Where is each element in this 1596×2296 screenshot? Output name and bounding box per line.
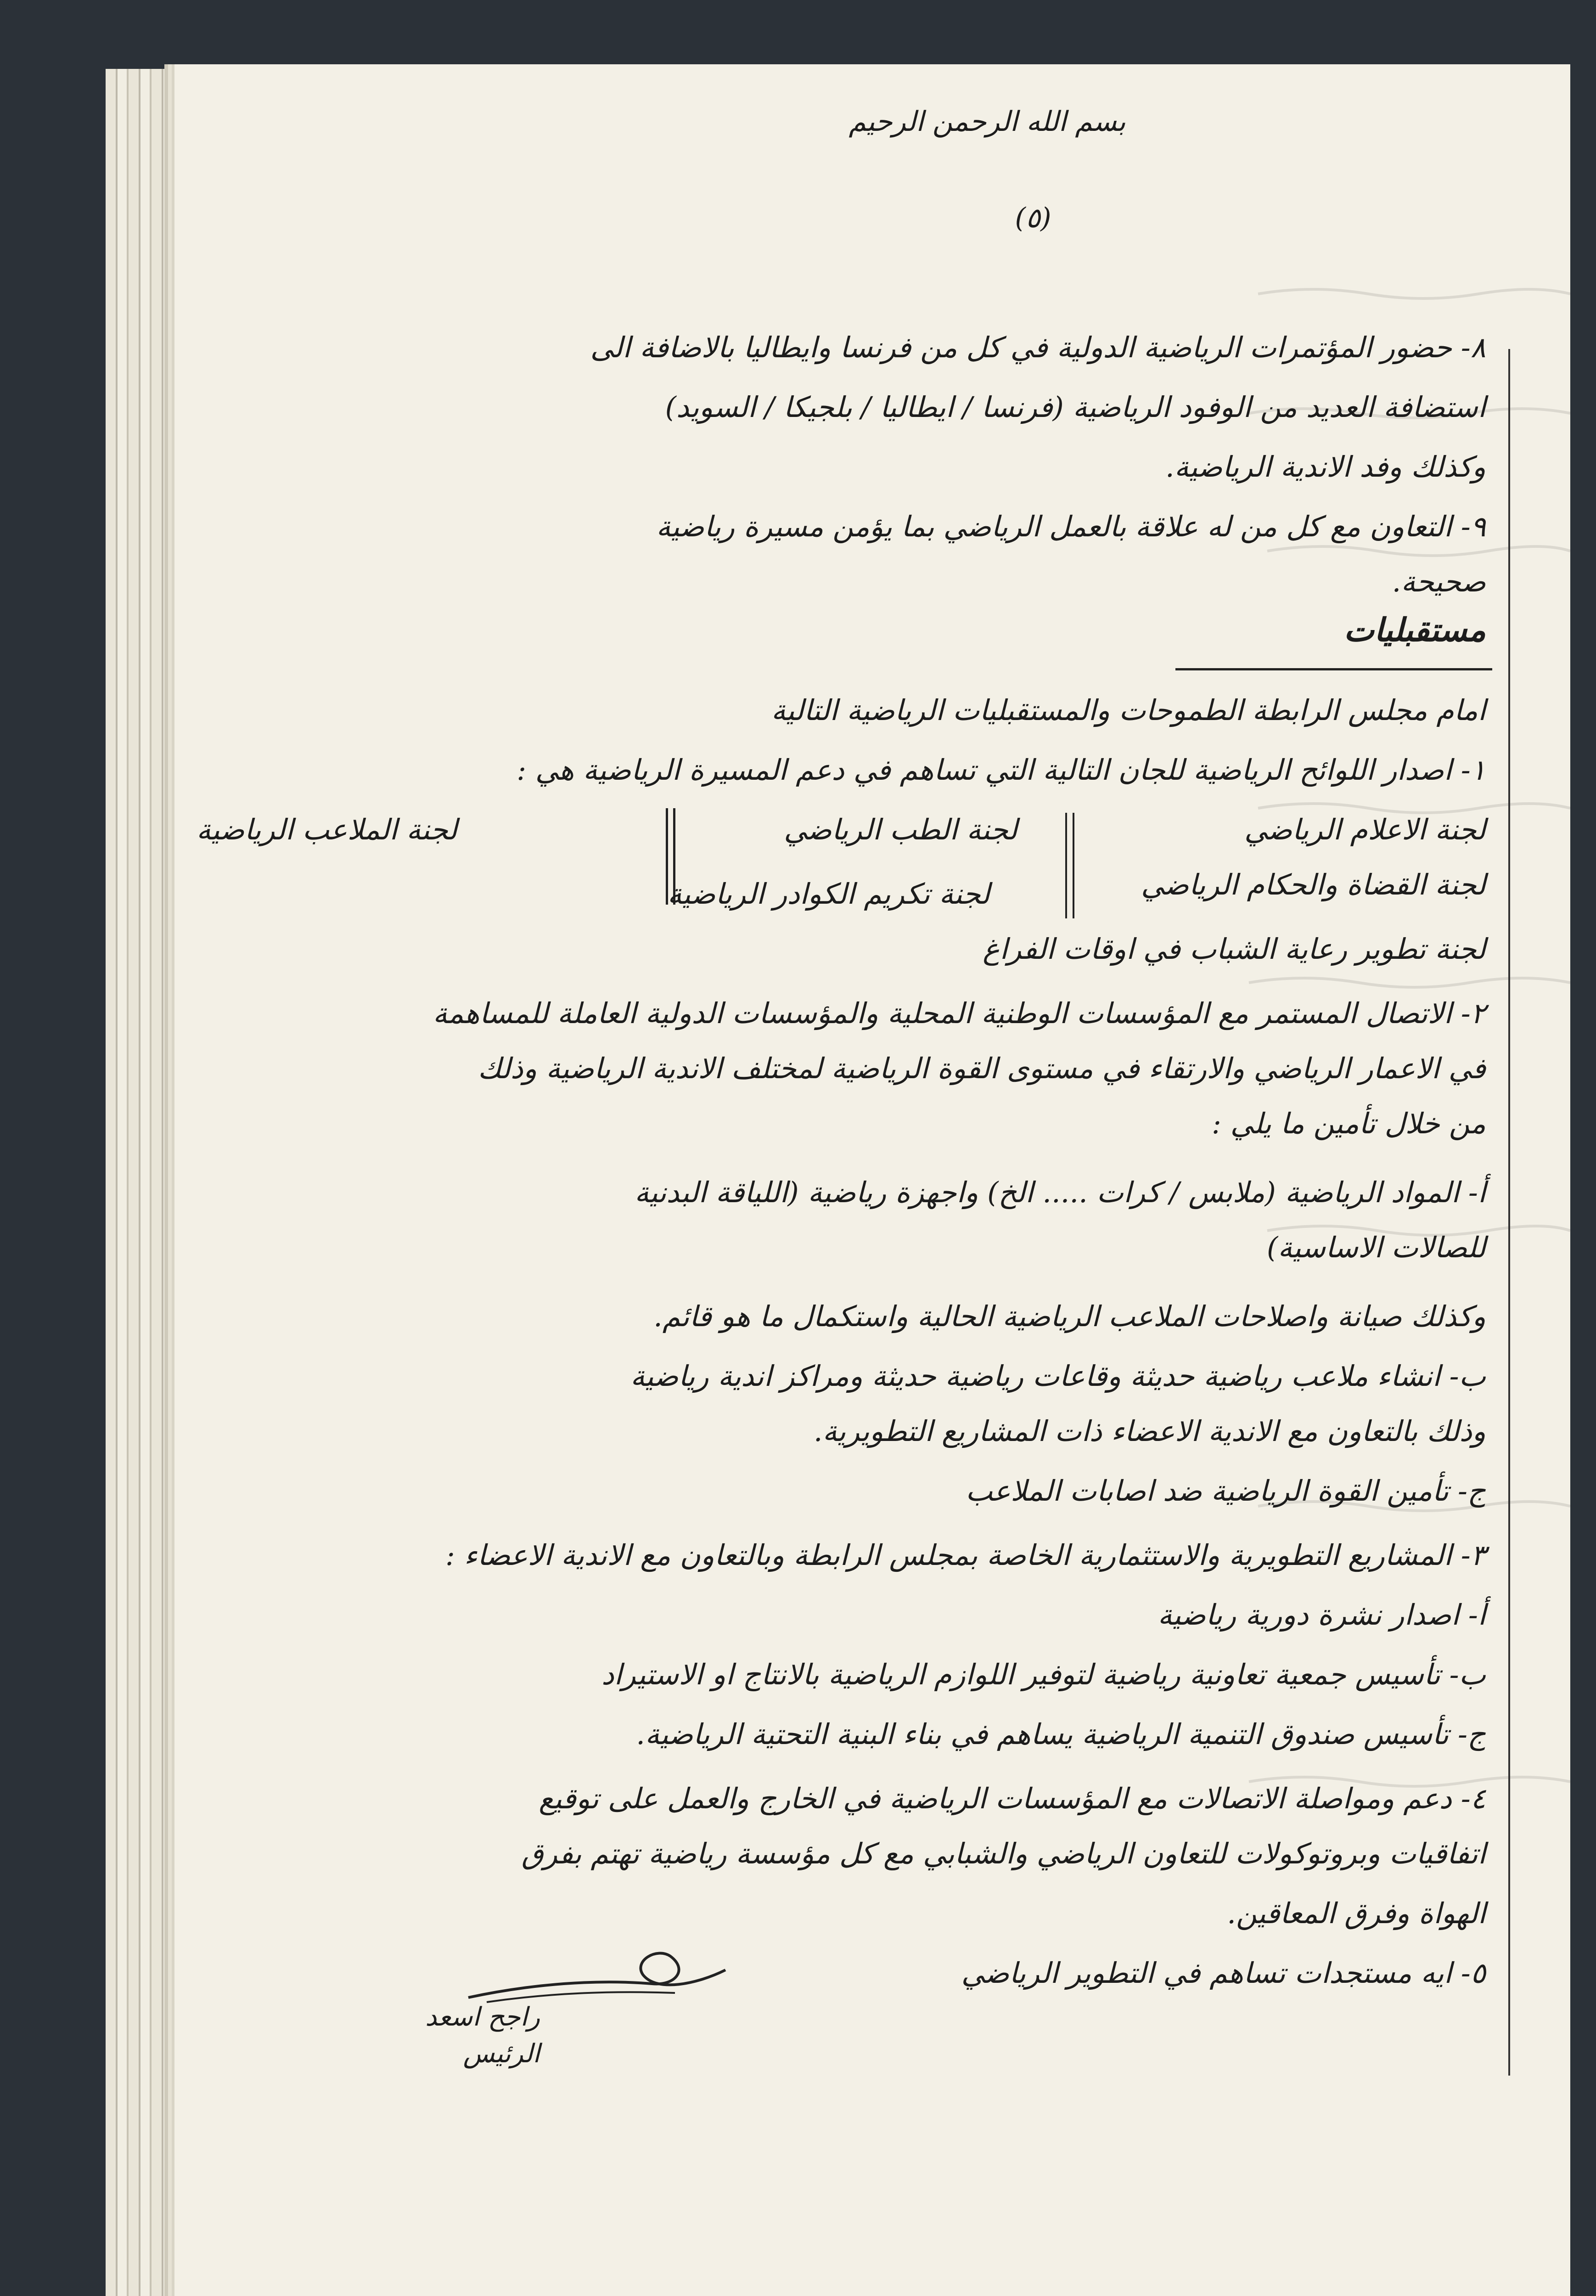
point4-line3: الهواة وفرق المعاقين. [1227, 1896, 1486, 1930]
point2-maintenance: وكذلك صيانة واصلاحات الملاعب الرياضية الحالية واستكمال ما هو قائم. [653, 1300, 1486, 1333]
item8-line3: وكذلك وفد الاندية الرياضية. [1165, 450, 1486, 484]
signature-name: راجح اسعد [425, 2002, 540, 2032]
stacked-page-edges [106, 69, 179, 2296]
point3-a: أ- اصدار نشرة دورية رياضية [1158, 1598, 1486, 1632]
basmala: بسم الله الرحمن الرحيم [849, 106, 1126, 138]
committee-youth: لجنة تطوير رعاية الشباب في اوقات الفراغ [983, 932, 1486, 966]
point2-a-line2: للصالات الاساسية) [1266, 1231, 1486, 1264]
point2-line3: من خلال تأمين ما يلي : [1211, 1107, 1486, 1140]
committee-divider-1 [1065, 813, 1067, 918]
item8-line1: ٨- حضور المؤتمرات الرياضية الدولية في كل من فرنسا وايطاليا بالاضافة الى [590, 331, 1486, 364]
point4-line2: اتفاقيات وبروتوكولات للتعاون الرياضي والشبابي مع كل مؤسسة رياضية تهتم بفرق [521, 1837, 1486, 1870]
section-heading: مستقبليات [1343, 611, 1486, 649]
right-margin-line [1508, 349, 1510, 2076]
item8-line2: استضافة العديد من الوفود الرياضية (فرنسا / ايطاليا / بلجيكا / السويد) [665, 390, 1486, 424]
point4-line1: ٤- دعم ومواصلة الاتصالات مع المؤسسات الرياضية في الخارج والعمل على توقيع [539, 1782, 1486, 1815]
point3-b: ب- تأسيس جمعية تعاونية رياضية لتوفير اللوازم الرياضية بالانتاج او الاستيراد [601, 1658, 1486, 1691]
committee-divider-1b [1073, 813, 1074, 918]
signature-title: الرئيس [463, 2039, 540, 2069]
point2-a-line1: أ- المواد الرياضية (ملابس / كرات ..... الخ) واجهزة رياضية (اللياقة البدنية [635, 1176, 1486, 1209]
committee-referees: لجنة القضاة والحكام الرياضي [1141, 868, 1486, 901]
item9-line1: ٩- التعاون مع كل من له علاقة بالعمل الرياضي بما يؤمن مسيرة رياضية [656, 510, 1486, 543]
committee-medicine: لجنة الطب الرياضي [784, 813, 1017, 846]
point2-line1: ٢- الاتصال المستمر مع المؤسسات الوطنية المحلية والمؤسسات الدولية العاملة للمساهمة [433, 996, 1486, 1030]
committee-media: لجنة الاعلام الرياضي [1244, 813, 1486, 846]
heading-underline [1175, 668, 1492, 670]
point2-line2: في الاعمار الرياضي والارتقاء في مستوى القوة الرياضية لمختلف الاندية الرياضية وذلك [478, 1052, 1486, 1085]
point2-b-line2: وذلك بالتعاون مع الاندية الاعضاء ذات المشاريع التطويرية. [813, 1414, 1486, 1448]
point3-line1: ٣- المشاريع التطويرية والاستثمارية الخاصة بمجلس الرابطة وبالتعاون مع الاندية الاعضاء : [445, 1538, 1486, 1572]
section-intro: امام مجلس الرابطة الطموحات والمستقبليات الرياضية التالية [771, 693, 1486, 727]
committee-honoring: لجنة تكريم الكوادر الرياضية [667, 877, 990, 911]
point5: ٥- ايه مستجدات تساهم في التطوير الرياضي [961, 1956, 1486, 1990]
item9-line2: صحيحة. [1392, 565, 1486, 598]
point2-b-line1: ب- انشاء ملاعب رياضية حديثة وقاعات رياضية حديثة ومراكز اندية رياضية [630, 1359, 1486, 1393]
point3-c: ج- تأسيس صندوق التنمية الرياضية يساهم في بناء البنية التحتية الرياضية. [636, 1717, 1486, 1751]
page-number: (٥) [1015, 202, 1051, 234]
point2-c: ج- تأمين القوة الرياضية ضد اصابات الملاعب [966, 1474, 1486, 1508]
point1-text: ١- اصدار اللوائح الرياضية للجان التالية التي تساهم في دعم المسيرة الرياضية هي : [517, 753, 1486, 787]
committee-fields: لجنة الملاعب الرياضية [196, 813, 457, 846]
